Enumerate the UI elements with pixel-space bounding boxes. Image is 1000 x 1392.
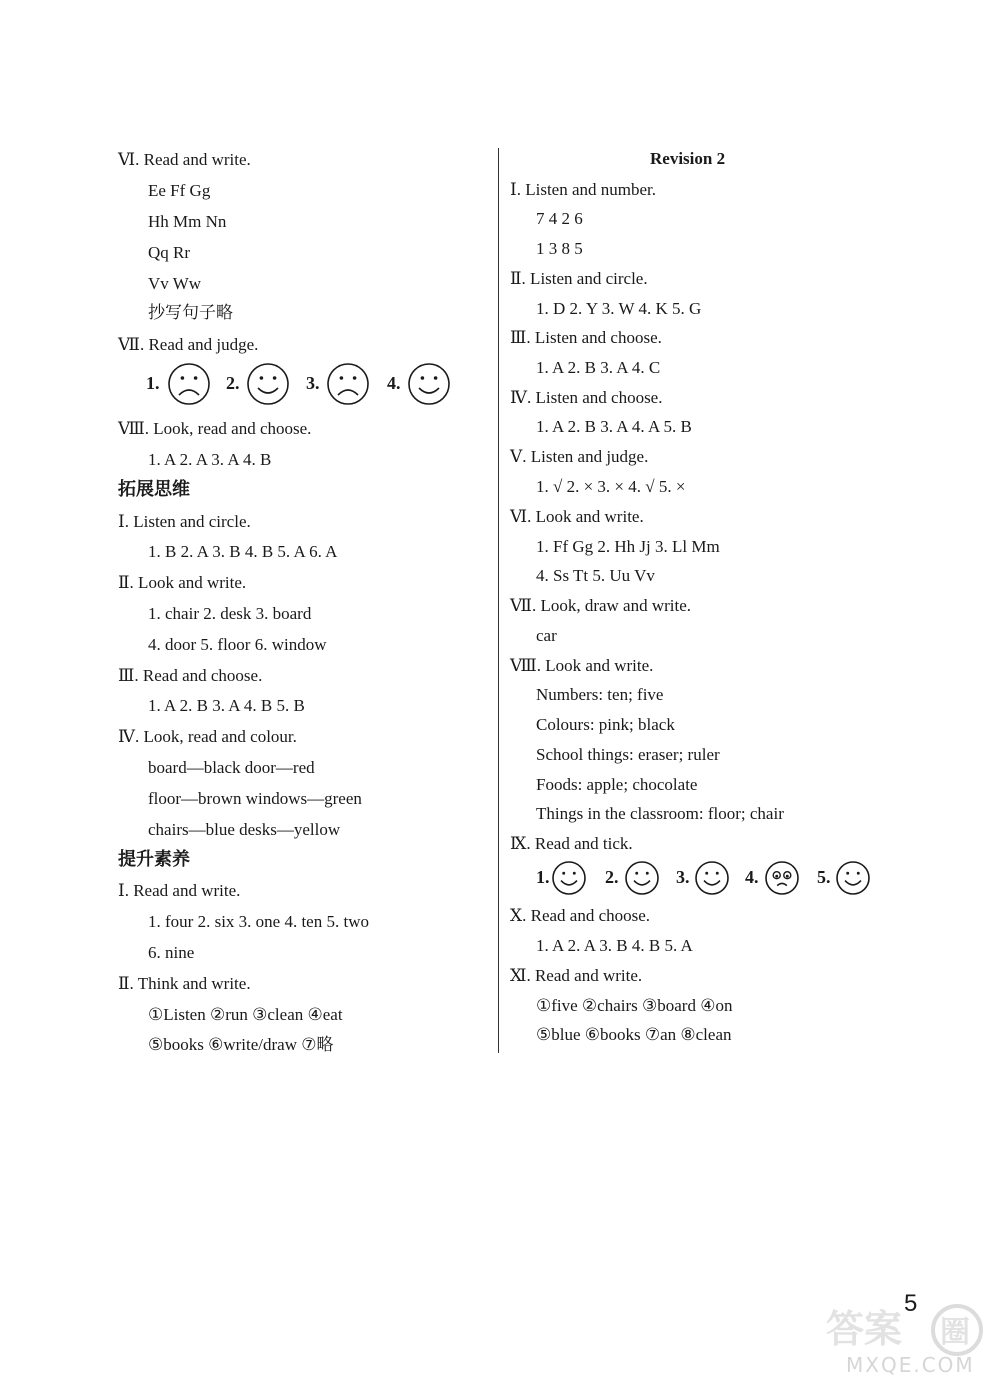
answer-line: Ⅱ. Think and write.: [118, 974, 251, 993]
answer-line: 1. D 2. Y 3. W 4. K 5. G: [536, 299, 702, 318]
answer-line: Ⅲ. Listen and choose.: [510, 328, 662, 347]
answer-line: Ⅶ. Read and judge.: [118, 335, 259, 354]
answer-line: Ⅶ. Look, draw and write.: [510, 596, 692, 615]
column-divider: [498, 148, 499, 1053]
answer-line: Colours: pink; black: [536, 715, 675, 734]
answer-line: Things in the classroom: floor; chair: [536, 804, 784, 823]
watermark-text: MXQE.COM: [846, 1353, 975, 1377]
answer-line: Ⅺ. Read and write.: [510, 966, 643, 985]
answer-line: 4. Ss Tt 5. Uu Vv: [536, 566, 655, 585]
section-heading: 拓展思维: [118, 479, 190, 500]
answer-line: ⑤books ⑥write/draw ⑦略: [148, 1035, 334, 1054]
answer-line: Ⅴ. Listen and judge.: [510, 447, 649, 466]
answer-line: 1. A 2. B 3. A 4. C: [536, 358, 661, 377]
face-number: 2.: [226, 373, 240, 393]
answer-line: Qq Rr: [148, 243, 191, 262]
face-number: 1.: [146, 373, 160, 393]
face-number: 3.: [306, 373, 320, 393]
answer-line: 4. door 5. floor 6. window: [148, 635, 327, 654]
answer-line: board—black door—red: [148, 758, 315, 777]
answer-line: 1. B 2. A 3. B 4. B 5. A 6. A: [148, 542, 338, 561]
answer-line: Ⅰ. Listen and circle.: [118, 512, 251, 531]
answer-line: 1. four 2. six 3. one 4. ten 5. two: [148, 912, 369, 931]
answer-line: chairs—blue desks—yellow: [148, 820, 341, 839]
answer-line: 1. A 2. B 3. A 4. A 5. B: [536, 417, 692, 436]
svg-text:圈: 圈: [940, 1315, 970, 1350]
answer-line: 6. nine: [148, 943, 195, 962]
face-number: 2.: [605, 867, 619, 887]
answer-line: Ⅱ. Listen and circle.: [510, 269, 648, 288]
answer-line: 1 3 8 5: [536, 239, 583, 258]
answer-line: Ⅵ. Look and write.: [510, 507, 644, 526]
answer-line: Ⅲ. Read and choose.: [118, 666, 263, 685]
answer-line: Ⅳ. Listen and choose.: [510, 388, 663, 407]
face-number: 3.: [676, 867, 690, 887]
answer-line: 1. chair 2. desk 3. board: [148, 604, 312, 623]
answer-line: car: [536, 626, 557, 645]
answer-line: floor—brown windows—green: [148, 789, 362, 808]
face-number: 4.: [387, 373, 401, 393]
answer-line: 1. A 2. B 3. A 4. B 5. B: [148, 696, 305, 715]
answer-line: Ⅰ. Listen and number.: [510, 180, 656, 199]
answer-line: Numbers: ten; five: [536, 685, 664, 704]
happy-face-icon: [694, 860, 730, 901]
happy-face-icon: [407, 362, 451, 411]
answer-line: School things: eraser; ruler: [536, 745, 720, 764]
answer-line: Hh Mm Nn: [148, 212, 227, 231]
happy-face-icon: [835, 860, 871, 901]
svg-text:答案: 答案: [826, 1307, 903, 1351]
answer-line: 抄写句子略: [148, 303, 233, 323]
page-number: 5: [904, 1290, 918, 1317]
happy-face-icon: [551, 860, 587, 901]
worried-face-icon: [764, 860, 800, 901]
answer-line: Ⅸ. Read and tick.: [510, 834, 633, 853]
answer-line: 7 4 2 6: [536, 209, 583, 228]
answer-line: 1. √ 2. × 3. × 4. √ 5. ×: [536, 477, 686, 496]
answer-line: Revision 2: [650, 149, 726, 168]
answer-line: Ⅰ. Read and write.: [118, 881, 241, 900]
face-number: 5.: [817, 867, 831, 887]
answer-line: ①Listen ②run ③clean ④eat: [148, 1005, 343, 1024]
happy-face-icon: [624, 860, 660, 901]
section-heading: 提升素养: [118, 849, 190, 870]
face-number: 1.: [536, 867, 550, 887]
answer-line: ⑤blue ⑥books ⑦an ⑧clean: [536, 1025, 732, 1044]
answer-line: 1. A 2. A 3. A 4. B: [148, 450, 272, 469]
answer-line: ①five ②chairs ③board ④on: [536, 996, 733, 1015]
happy-face-icon: [246, 362, 290, 411]
answer-line: Foods: apple; chocolate: [536, 775, 698, 794]
answer-line: Vv Ww: [148, 274, 202, 293]
answer-line: Ⅵ. Read and write.: [118, 150, 251, 169]
answer-line: Ⅷ. Look, read and choose.: [118, 419, 312, 438]
answer-line: 1. Ff Gg 2. Hh Jj 3. Ll Mm: [536, 537, 720, 556]
answer-line: Ee Ff Gg: [148, 181, 211, 200]
sad-face-icon: [167, 362, 211, 411]
answer-line: Ⅹ. Read and choose.: [510, 906, 651, 925]
face-number: 4.: [745, 867, 759, 887]
sad-face-icon: [326, 362, 370, 411]
answer-line: Ⅳ. Look, read and colour.: [118, 727, 297, 746]
answer-line: Ⅱ. Look and write.: [118, 573, 247, 592]
answer-line: Ⅷ. Look and write.: [510, 656, 654, 675]
answer-line: 1. A 2. A 3. B 4. B 5. A: [536, 936, 693, 955]
